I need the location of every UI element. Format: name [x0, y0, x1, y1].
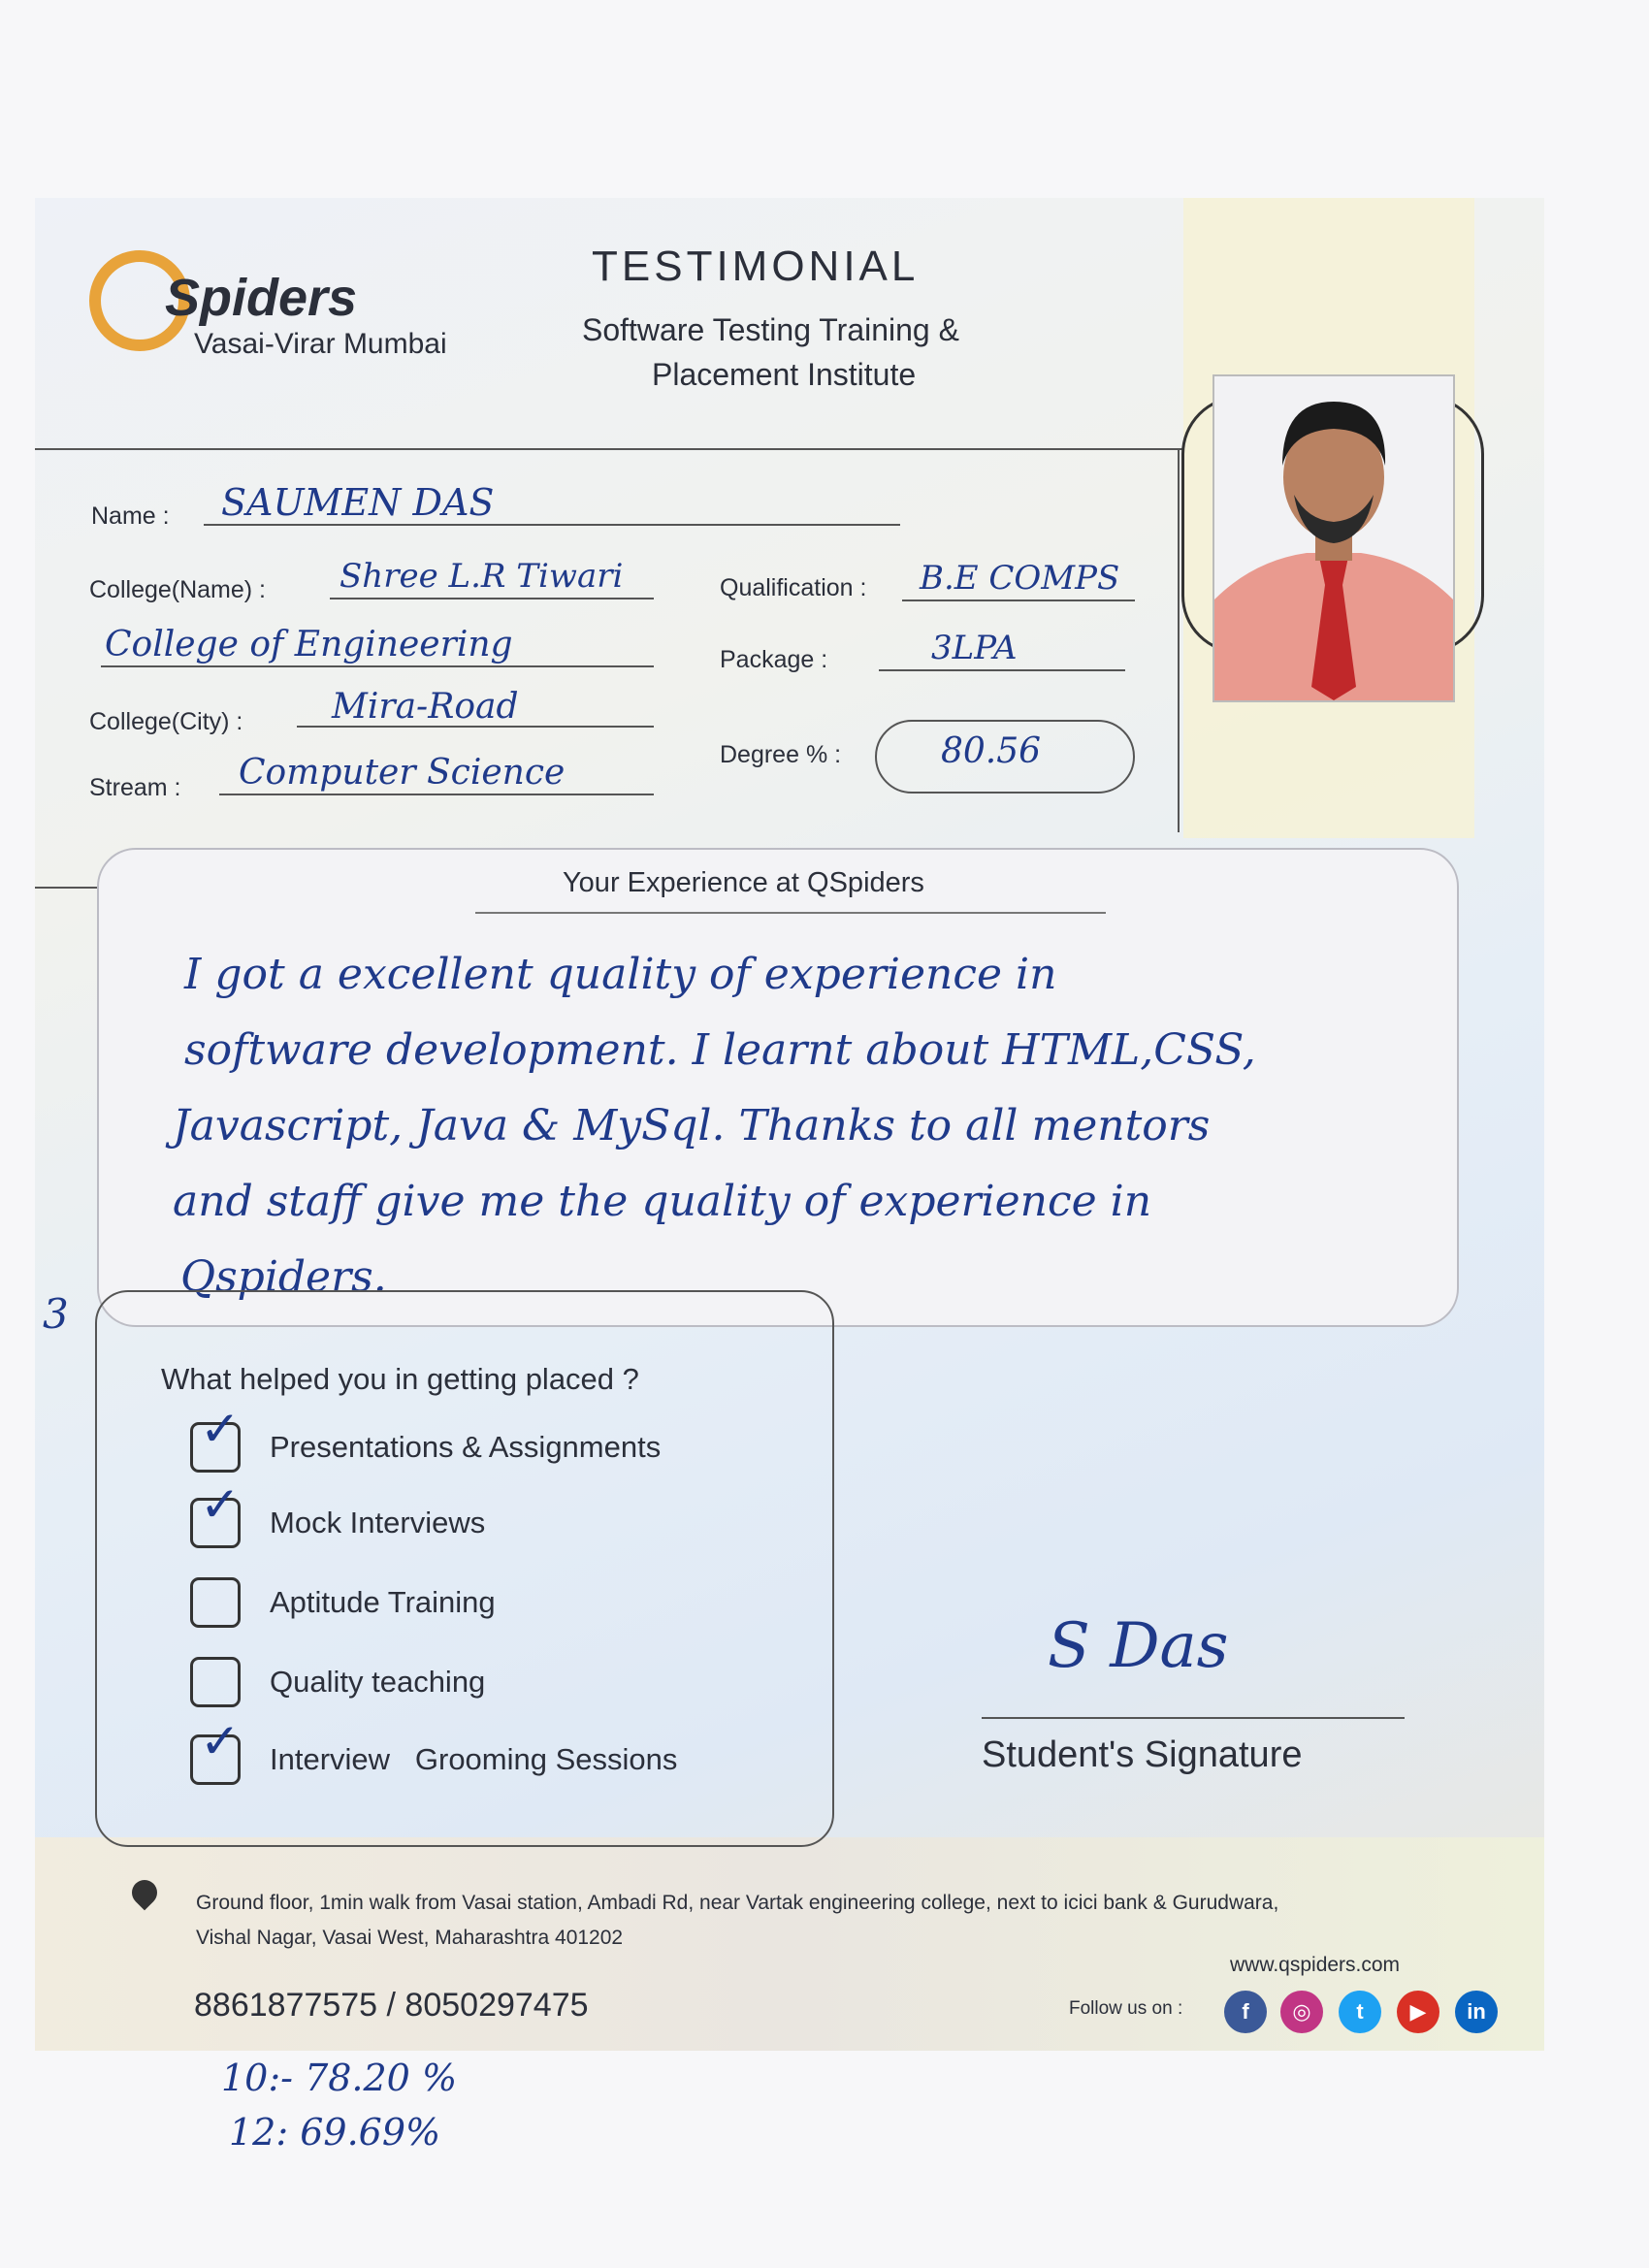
youtube-glyph: ▶: [1409, 1999, 1427, 2024]
logo-wordmark: Spiders: [165, 269, 358, 327]
experience-line-1: I got a excellent quality of experience in: [184, 950, 1057, 999]
option-grooming: Interview Grooming Sessions: [270, 1742, 678, 1776]
subtitle-line-2: Placement Institute: [652, 357, 917, 392]
person-photo-icon: [1214, 376, 1453, 700]
qualification-underline: [902, 599, 1135, 601]
stream-value: Computer Science: [239, 753, 566, 793]
option-quality-teaching: Quality teaching: [270, 1665, 486, 1699]
option-presentations: Presentations & Assignments: [270, 1430, 662, 1464]
score-12th: 12: 69.69%: [229, 2111, 441, 2154]
subtitle-line-1: Software Testing Training &: [582, 312, 959, 347]
student-signature: S Das: [1048, 1610, 1229, 1682]
experience-line-4: and staff give me the quality of experience in: [173, 1177, 1152, 1226]
experience-line-5: Qspiders.: [180, 1252, 387, 1302]
checkbox-aptitude[interactable]: [190, 1577, 241, 1628]
option-mock-interviews: Mock Interviews: [270, 1506, 486, 1539]
name-underline: [204, 524, 900, 526]
margin-mark: 3: [43, 1290, 69, 1338]
youtube-icon[interactable]: [1397, 1991, 1439, 2033]
check-mark-icon: ✓: [200, 1401, 241, 1457]
experience-line-3: Javascript, Java & MySql. Thanks to all mentors: [173, 1101, 1211, 1150]
logo-location: Vasai-Virar Mumbai: [194, 328, 447, 360]
linkedin-glyph: in: [1467, 1999, 1486, 2024]
linkedin-icon[interactable]: [1455, 1991, 1498, 2033]
city-value: Mira-Road: [332, 687, 519, 727]
website-link[interactable]: www.qspiders.com: [1230, 1954, 1401, 1976]
header-divider: [35, 448, 1183, 450]
experience-title: Your Experience at QSpiders: [563, 867, 924, 898]
degree-label: Degree % :: [720, 741, 842, 768]
instagram-icon[interactable]: [1280, 1991, 1323, 2033]
option-aptitude: Aptitude Training: [270, 1585, 496, 1619]
college-value-1: Shree L.R Tiwari: [340, 557, 624, 596]
name-value: SAUMEN DAS: [221, 481, 495, 524]
vertical-divider: [1178, 448, 1180, 832]
package-label: Package :: [720, 646, 828, 673]
college-underline-2: [101, 665, 654, 667]
facebook-glyph: f: [1242, 1999, 1249, 2024]
college-underline-1: [330, 598, 654, 599]
experience-title-underline: [475, 912, 1106, 914]
section-divider-left: [35, 887, 97, 889]
twitter-glyph: t: [1356, 1999, 1364, 2024]
qualification-label: Qualification :: [720, 574, 867, 601]
check-mark-icon: ✓: [200, 1476, 241, 1533]
signature-line: [982, 1717, 1405, 1719]
student-photo: [1212, 374, 1455, 702]
package-value: 3LPA: [931, 629, 1018, 667]
college-label: College(Name) :: [89, 576, 267, 603]
twitter-icon[interactable]: [1339, 1991, 1381, 2033]
follow-label: Follow us on :: [1069, 1998, 1183, 2019]
address-line-2: Vishal Nagar, Vasai West, Maharashtra 401202: [196, 1927, 624, 1949]
stream-label: Stream :: [89, 774, 181, 801]
signature-label: Student's Signature: [982, 1734, 1303, 1775]
address-line-1: Ground floor, 1min walk from Vasai station, Ambadi Rd, near Vartak engineering college, next to icici bank & Gurudwara,: [196, 1892, 1279, 1914]
qualification-value: B.E COMPS: [920, 559, 1120, 598]
name-label: Name :: [91, 502, 170, 530]
experience-line-2: software development. I learnt about HTML,CSS,: [184, 1025, 1256, 1075]
degree-value: 80.56: [941, 731, 1042, 771]
instagram-glyph: ◎: [1292, 1999, 1311, 2024]
stream-underline: [219, 794, 654, 795]
city-label: College(City) :: [89, 708, 243, 735]
facebook-icon[interactable]: [1224, 1991, 1267, 2033]
phone-numbers: 8861877575 / 8050297475: [194, 1987, 589, 2024]
check-mark-icon: ✓: [200, 1713, 241, 1769]
checkbox-quality-teaching[interactable]: [190, 1657, 241, 1707]
page-title: TESTIMONIAL: [592, 243, 920, 290]
score-10th: 10:- 78.20 %: [221, 2057, 458, 2099]
package-underline: [879, 669, 1125, 671]
college-value-2: College of Engineering: [105, 625, 513, 664]
placement-title: What helped you in getting placed ?: [161, 1362, 639, 1396]
